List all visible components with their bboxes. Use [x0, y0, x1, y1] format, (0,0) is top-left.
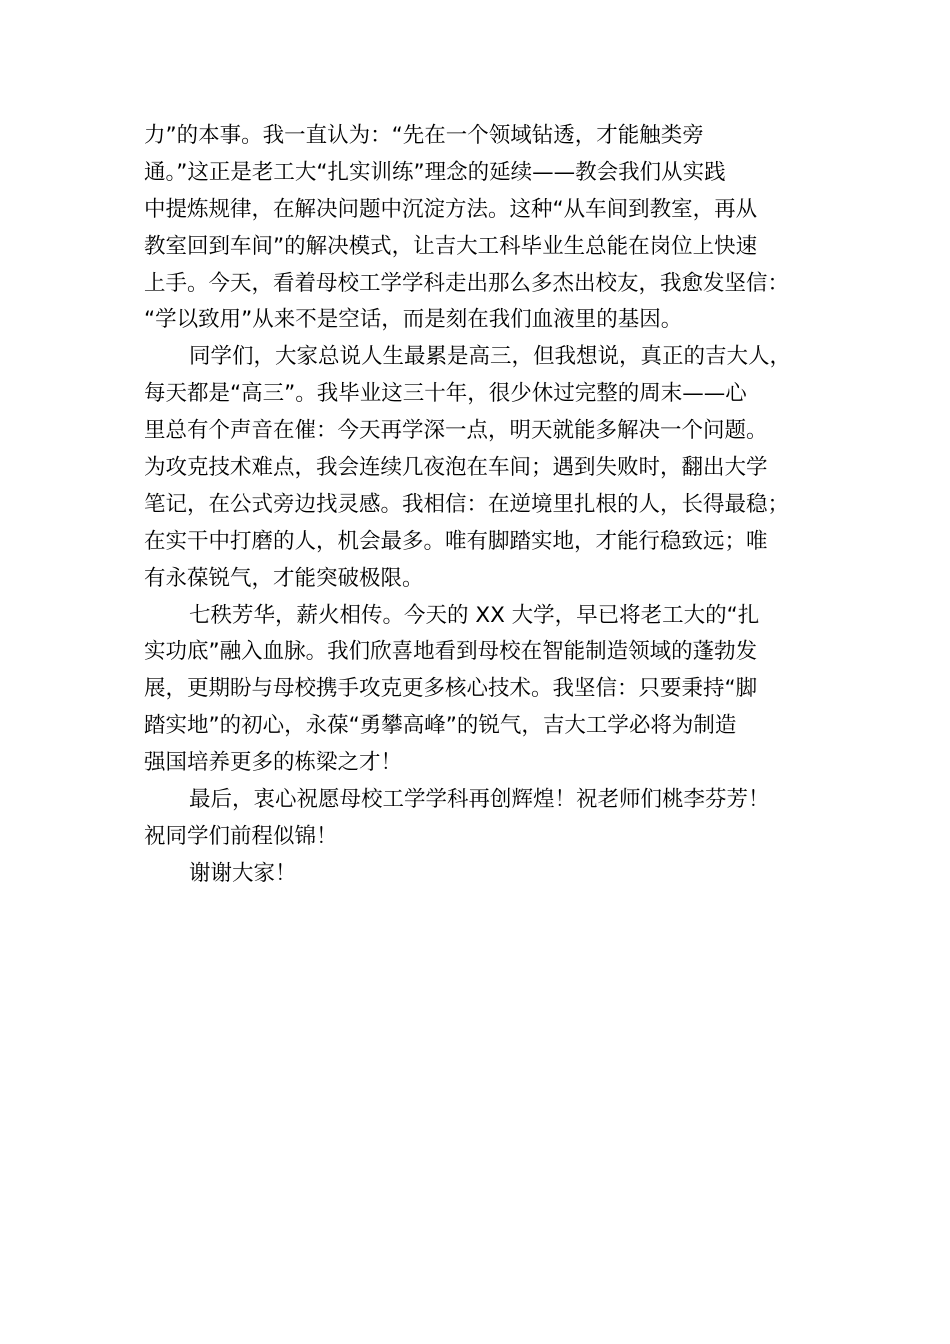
- text-line: 最后，衷心祝愿母校工学学科再创辉煌！祝老师们桃李芬芳！: [189, 787, 770, 813]
- text-line: 有永葆锐气，才能突破极限。: [144, 565, 424, 591]
- text-line: 谢谢大家！: [189, 860, 297, 886]
- text-line: 上手。今天，看着母校工学学科走出那么多杰出校友，我愈发坚信：: [144, 270, 790, 296]
- text-line: 七秩芳华，薪火相传。今天的 XX 大学，早已将老工大的“扎: [189, 602, 760, 628]
- text-line: 强国培养更多的栋梁之才！: [144, 750, 403, 776]
- text-line: 每天都是“高三”。我毕业这三十年，很少休过完整的周末——心: [144, 381, 747, 407]
- paragraph-1: [144, 118, 834, 339]
- text-line: “学以致用”从来不是空话，而是刻在我们血液里的基因。: [144, 307, 683, 333]
- text-line: 笔记，在公式旁边找灵感。我相信：在逆境里扎根的人，长得最稳；: [144, 491, 790, 517]
- text-line: 教室回到车间”的解决模式，让吉大工科毕业生总能在岗位上快速: [144, 233, 758, 259]
- paragraph-4: [144, 782, 834, 856]
- text-line: 中提炼规律，在解决问题中沉淀方法。这种“从车间到教室，再从: [144, 196, 758, 222]
- text-line: 力”的本事。我一直认为：“先在一个领域钻透，才能触类旁: [144, 123, 704, 148]
- document-body: [144, 118, 834, 893]
- paragraph-5: [144, 856, 834, 893]
- text-line: 为攻克技术难点，我会连续几夜泡在车间；遇到失败时，翻出大学: [144, 455, 768, 481]
- text-line: 同学们，大家总说人生最累是高三，但我想说，真正的吉大人，: [189, 344, 792, 370]
- text-line: 踏实地”的初心，永葆“勇攀高峰”的锐气，吉大工学必将为制造: [144, 713, 737, 739]
- text-line: 在实干中打磨的人，机会最多。唯有脚踏实地，才能行稳致远；唯: [144, 528, 768, 554]
- paragraph-3: [144, 598, 834, 782]
- text-line: 里总有个声音在催：今天再学深一点，明天就能多解决一个问题。: [144, 418, 768, 444]
- text-line: 实功底”融入血脉。我们欣喜地看到母校在智能制造领域的蓬勃发: [144, 639, 758, 665]
- text-line: 展，更期盼与母校携手攻克更多核心技术。我坚信：只要秉持“脚: [144, 676, 758, 702]
- text-line: 通。”这正是老工大“扎实训练”理念的延续——教会我们从实践: [144, 159, 726, 185]
- paragraph-2: [144, 339, 834, 597]
- text-line: 祝同学们前程似锦！: [144, 823, 338, 849]
